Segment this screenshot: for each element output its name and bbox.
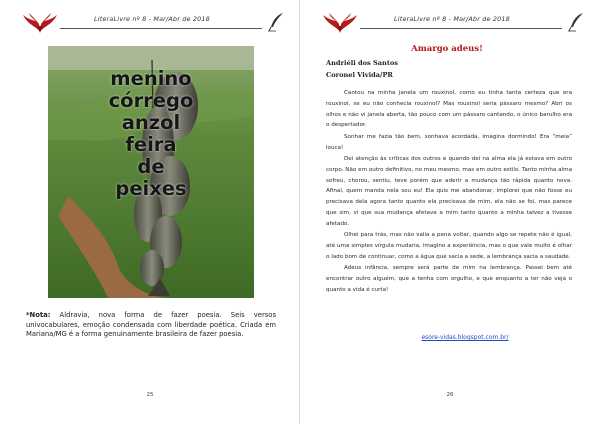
author-block: [326, 57, 398, 81]
running-title: LiteraLivre nº 8 - Mar/Abr de 2018: [394, 15, 510, 23]
fish-photo: [48, 46, 254, 298]
poem-line: menino: [110, 67, 192, 90]
header-rule: [60, 28, 262, 29]
aldravia-poem: [48, 68, 254, 200]
article-title: Amargo adeus!: [411, 44, 483, 54]
author-city: Coronel Vivida/PR: [326, 71, 393, 79]
note-label: *Nota:: [26, 311, 51, 319]
paragraph: Cantou na minha janela um rouxinol, como eu tinha tanta certeza que era rouxinol, se eu não conhecia rouxinol? Mas rouxinol seria pássaro mesmo? Abri os olhos e não vi janela aberta, tão pouco com um pássaro cantando, o único barulho era o despertador.: [326, 90, 572, 129]
running-title: LiteraLivre nº 8 - Mar/Abr de 2018: [94, 15, 210, 23]
quill-pen-icon: [568, 12, 584, 32]
winged-emblem-icon: [322, 12, 358, 34]
poem-line: córrego: [108, 89, 194, 112]
blog-link[interactable]: esore-vidas.blogspot.com.br/: [421, 334, 509, 341]
footnote: [26, 311, 276, 340]
page-header-left: [22, 12, 284, 34]
header-rule: [360, 28, 562, 29]
page-header-right: [322, 12, 584, 34]
poem-line: feira: [125, 133, 177, 156]
poem-line: anzol: [121, 111, 181, 134]
poem-line: peixes: [115, 177, 187, 200]
winged-emblem-icon: [22, 12, 58, 34]
quill-pen-icon: [268, 12, 284, 32]
paragraph: Adeus infância, sempre será parte de mim na lembrança. Passei bem até encontrar outro alguém, que a tenha com orgulho, e que enquanto a ter não veja o quanto a vida é curta!: [326, 265, 572, 293]
author-name: Andriéli dos Santos: [326, 59, 399, 67]
page-number-left: 25: [146, 392, 154, 398]
paragraph: Sonhar me fazia tão bem, sonhava acordada, imagina dormindo! Era “meia” louca!: [326, 133, 572, 151]
page-number-right: 26: [446, 392, 454, 398]
paragraph: Olhei para trás, mas não valia a pena voltar, quando algo se repete não é igual, até uma simples vírgula mudaria, imagino a experiência, mas o que vale muito é olhar o lado bom de continuar, como a água que sacia a sede, a lembrança sacia a saudade.: [326, 232, 572, 260]
poem-line: de: [137, 155, 165, 178]
note-text: Aldravia, nova forma de fazer poesia. Seis versos univocabulares, emoção condensada com liberdade poética. Criada em Mariana/MG é a forma genuinamente brasileira de fazer poesia.: [26, 311, 276, 339]
article-body: [326, 88, 572, 296]
paragraph: Dei atenção às críticas dos outros e quando dei na alma ela já estava em outro corpo. Não em outro definitivo, no meu mesmo, mas em outro estilo. Tanto minha alma sofreu, chorou, sentiu, teve porém que aderir a mudança tão rápida quanto nova. Afinal, quem manda nela sou eu! Ela quis me abandonar, implorei que não fosse eu precisava dela agora tanto quanto ela precisava de mim, ela não se foi, mas parece que sim, vi que sua mudança afetava a mim tanto quanto a minha talvez a tivesse afetado.: [326, 155, 572, 227]
